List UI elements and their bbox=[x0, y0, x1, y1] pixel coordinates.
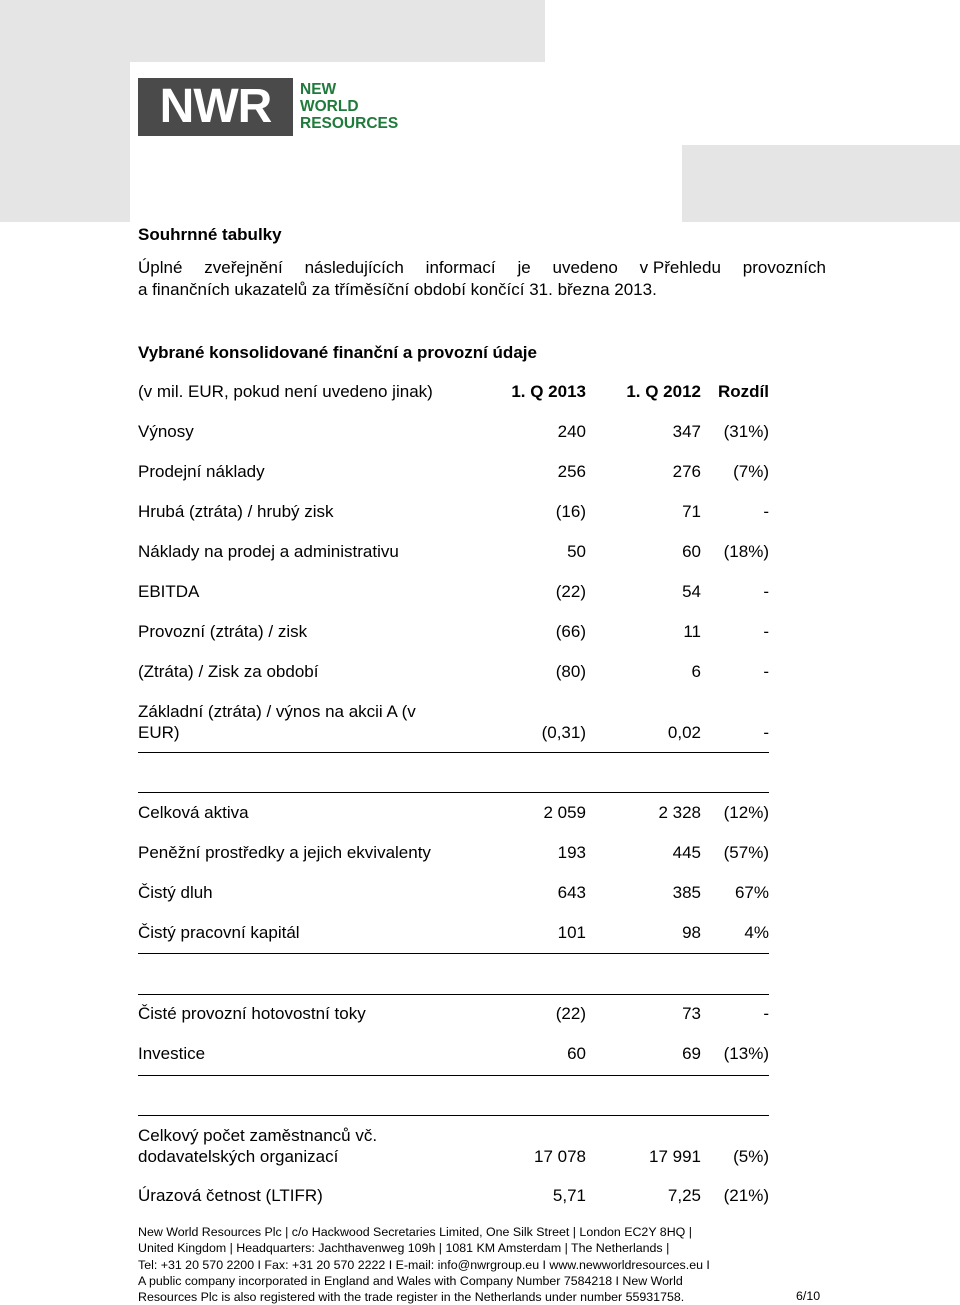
intro-word: provozních bbox=[742, 258, 826, 277]
row-value-q1-2012: 98 bbox=[682, 923, 701, 942]
section-title: Souhrnné tabulky bbox=[138, 225, 282, 244]
table-row bbox=[138, 660, 769, 682]
row-value-q1-2013: (22) bbox=[555, 582, 586, 601]
row-label bbox=[138, 1125, 377, 1167]
table-row bbox=[138, 801, 769, 823]
row-value-q1-2013: (22) bbox=[555, 1004, 586, 1023]
row-value-difference: (57%) bbox=[723, 843, 769, 862]
header-col-difference: Rozdíl bbox=[718, 382, 769, 401]
footer-line-4: A public company incorporated in England and Wales with Company Number 7584218 I New World bbox=[138, 1273, 683, 1288]
row-label-line-1: Celkový počet zaměstnanců vč. bbox=[138, 1126, 378, 1145]
row-value-q1-2012: 2 328 bbox=[658, 803, 701, 822]
table-divider bbox=[138, 752, 769, 753]
page-footer bbox=[138, 1224, 828, 1305]
row-value-q1-2012: 0,02 bbox=[667, 723, 701, 742]
table-row bbox=[138, 500, 769, 522]
row-value-q1-2012: 54 bbox=[682, 582, 701, 601]
row-value-q1-2013: 643 bbox=[557, 883, 586, 902]
intro-word: informací bbox=[425, 258, 496, 277]
footer-line-3: Tel: +31 20 570 2200 I Fax: +31 20 570 2222 I E-mail: info@nwrgroup.eu I www.newworldresources.eu I bbox=[138, 1257, 710, 1272]
row-value-q1-2012: 71 bbox=[682, 502, 701, 521]
row-value-q1-2012: 385 bbox=[672, 883, 701, 902]
row-label-line-2: EUR) bbox=[138, 723, 180, 742]
row-value-q1-2013: 2 059 bbox=[543, 803, 586, 822]
row-label: Provozní (ztráta) / zisk bbox=[138, 622, 308, 641]
row-label: Úrazová četnost (LTIFR) bbox=[138, 1186, 323, 1205]
footer-line-1: New World Resources Plc | c/o Hackwood Secretaries Limited, One Silk Street | London EC2Y 8HQ | bbox=[138, 1225, 692, 1239]
row-value-q1-2013: 256 bbox=[557, 462, 586, 481]
row-value-q1-2013: 101 bbox=[557, 923, 586, 942]
logo-word-1: NEW bbox=[300, 81, 337, 98]
row-value-q1-2013: (16) bbox=[555, 502, 586, 521]
intro-paragraph bbox=[138, 257, 826, 301]
row-value-difference: - bbox=[763, 582, 769, 601]
row-value-q1-2012: 69 bbox=[682, 1044, 701, 1063]
table-row bbox=[138, 1184, 769, 1206]
intro-word: je bbox=[517, 258, 531, 277]
row-value-q1-2013: 17 078 bbox=[534, 1147, 586, 1166]
company-logo bbox=[138, 78, 398, 138]
table-divider bbox=[138, 994, 769, 995]
row-value-q1-2013: 60 bbox=[567, 1044, 586, 1063]
row-value-difference: (7%) bbox=[733, 462, 769, 481]
table-row bbox=[138, 1042, 769, 1064]
table-row bbox=[138, 460, 769, 482]
row-value-difference: - bbox=[763, 622, 769, 641]
row-label-line-2: dodavatelských organizací bbox=[138, 1147, 339, 1166]
header-decor-block-right bbox=[682, 145, 960, 222]
table-row bbox=[138, 420, 769, 442]
intro-word: uvedeno bbox=[552, 258, 618, 277]
row-value-q1-2013: 240 bbox=[557, 422, 586, 441]
row-label: Náklady na prodej a administrativu bbox=[138, 542, 399, 561]
table-divider bbox=[138, 953, 769, 954]
row-label: EBITDA bbox=[138, 582, 200, 601]
row-value-difference: 4% bbox=[744, 923, 769, 942]
table-row bbox=[138, 921, 769, 943]
row-value-q1-2013: 193 bbox=[557, 843, 586, 862]
intro-word: zveřejnění bbox=[204, 258, 283, 277]
row-value-q1-2012: 347 bbox=[672, 422, 701, 441]
table-divider bbox=[138, 1075, 769, 1076]
row-value-q1-2013: 50 bbox=[567, 542, 586, 561]
row-value-q1-2012: 60 bbox=[682, 542, 701, 561]
table-row bbox=[138, 1124, 769, 1167]
row-value-difference: (13%) bbox=[723, 1044, 769, 1063]
table-row bbox=[138, 700, 769, 743]
row-value-difference: (31%) bbox=[723, 422, 769, 441]
row-value-difference: - bbox=[763, 662, 769, 681]
row-value-difference: (12%) bbox=[723, 803, 769, 822]
row-value-q1-2013: (66) bbox=[555, 622, 586, 641]
row-value-difference: (18%) bbox=[723, 542, 769, 561]
logo-wordmark bbox=[300, 81, 398, 132]
table-divider bbox=[138, 1115, 769, 1116]
logo-mark: NWR bbox=[138, 78, 293, 136]
row-value-q1-2012: 276 bbox=[672, 462, 701, 481]
row-label: Čistý dluh bbox=[138, 883, 213, 902]
table-title: Vybrané konsolidované finanční a provozní údaje bbox=[138, 343, 537, 362]
logo-word-3: RESOURCES bbox=[300, 115, 399, 132]
intro-word: v Přehledu bbox=[639, 258, 721, 277]
row-label: Čisté provozní hotovostní toky bbox=[138, 1004, 366, 1023]
row-value-q1-2012: 445 bbox=[672, 843, 701, 862]
row-label: Peněžní prostředky a jejich ekvivalenty bbox=[138, 843, 431, 862]
table-header-row bbox=[138, 380, 769, 402]
header-decor-block-left-top bbox=[0, 0, 130, 222]
row-value-q1-2012: 7,25 bbox=[667, 1186, 701, 1205]
row-value-q1-2012: 73 bbox=[682, 1004, 701, 1023]
row-value-q1-2013: (0,31) bbox=[541, 723, 586, 742]
row-value-difference: (5%) bbox=[733, 1147, 769, 1166]
row-value-q1-2013: 5,71 bbox=[552, 1186, 586, 1205]
footer-line-5: Resources Plc is also registered with the trade register in the Netherlands under number 55931758. bbox=[138, 1290, 685, 1305]
table-row bbox=[138, 620, 769, 642]
row-label: Investice bbox=[138, 1044, 206, 1063]
logo-word-2: WORLD bbox=[300, 98, 359, 115]
table-row bbox=[138, 841, 769, 863]
row-value-q1-2012: 17 991 bbox=[649, 1147, 701, 1166]
footer-line-2: United Kingdom | Headquarters: Jachthavenweg 109h | 1081 KM Amsterdam | The Netherlands | bbox=[138, 1241, 670, 1256]
table-row bbox=[138, 580, 769, 602]
table-divider bbox=[138, 792, 769, 793]
row-label-line-1: Základní (ztráta) / výnos na akcii A (v bbox=[138, 702, 416, 721]
header-col-q1-2012: 1. Q 2012 bbox=[626, 382, 701, 401]
row-value-difference: - bbox=[763, 723, 769, 742]
row-value-difference: - bbox=[763, 502, 769, 521]
table-row bbox=[138, 881, 769, 903]
row-label: Prodejní náklady bbox=[138, 462, 265, 481]
table-row bbox=[138, 1002, 769, 1024]
row-label: Výnosy bbox=[138, 422, 194, 441]
row-value-q1-2012: 6 bbox=[691, 662, 701, 681]
row-value-difference: - bbox=[763, 1004, 769, 1023]
intro-word: následujících bbox=[304, 258, 404, 277]
intro-line-2: a finančních ukazatelů za tříměsíční období končící 31. března 2013. bbox=[138, 280, 657, 299]
intro-word: Úplné bbox=[138, 258, 183, 277]
header-units-label: (v mil. EUR, pokud není uvedeno jinak) bbox=[138, 382, 433, 401]
row-label: Čistý pracovní kapitál bbox=[138, 923, 300, 942]
row-value-q1-2013: (80) bbox=[555, 662, 586, 681]
page-number: 6/10 bbox=[796, 1289, 821, 1303]
row-value-difference: (21%) bbox=[723, 1186, 769, 1205]
header-col-q1-2013: 1. Q 2013 bbox=[511, 382, 586, 401]
row-value-q1-2012: 11 bbox=[683, 622, 701, 641]
row-label: Celková aktiva bbox=[138, 803, 249, 822]
table-row bbox=[138, 540, 769, 562]
intro-line-1 bbox=[138, 257, 826, 279]
row-label: (Ztráta) / Zisk za období bbox=[138, 662, 319, 681]
row-label: Hrubá (ztráta) / hrubý zisk bbox=[138, 502, 334, 521]
row-label bbox=[138, 701, 416, 743]
row-value-difference: 67% bbox=[734, 883, 769, 902]
